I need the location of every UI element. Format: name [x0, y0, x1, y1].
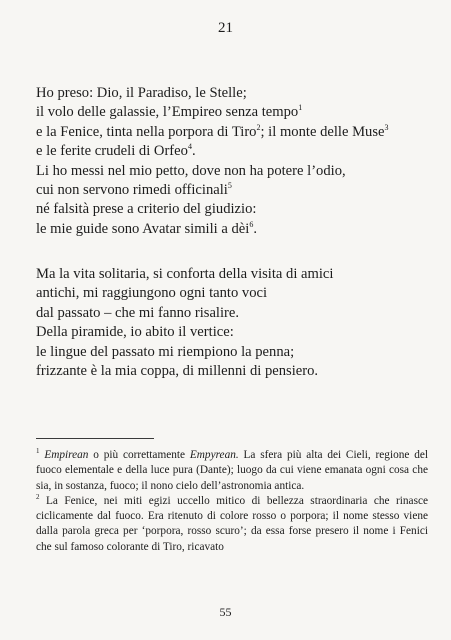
- poem-stanza-1: [36, 84, 436, 239]
- footnote-ref: 6: [249, 219, 254, 229]
- verse-line: e la Fenice, tinta nella porpora di Tiro$^2$; il monte delle Muse$^3$: [36, 122, 389, 140]
- page-number-bottom: 55: [219, 605, 232, 619]
- footnote-1: $^1$ Empirean o più correttamente Empyrean. La sfera più alta dei Cieli, regione del fuoco elementale e della luce pura (Dante); luogo da cui viene emanata ogni cosa che sia, in sostanza, fuoco; il nono cielo dell’astronomia antica.: [36, 447, 429, 492]
- footnote-number: 2: [36, 492, 40, 501]
- footnote-ref: 2: [256, 122, 261, 132]
- footnote-ref: 5: [227, 181, 232, 191]
- verse-line: frizzante è la mia coppa, di millenni di pensiero.: [36, 363, 319, 380]
- verse-line: Li ho messi nel mio petto, dove non ha potere l’odio,: [36, 162, 346, 179]
- verse-line: le lingue del passato mi riempiono la penna;: [36, 343, 295, 360]
- footnote-2: $^2$ La Fenice, nei miti egizi uccello mitico di bellezza straordinaria che rinasce ciclicamente dal fuoco. Era ritenuto di colore rosso o porpora; il nome stesso viene dalla parola greca per ‘porpora, rosso scuro’; da essa forse presero il nome i Fenici che sul famoso colorante di Tiro, ricavato: [36, 492, 428, 553]
- footnote-ref: 3: [384, 122, 389, 132]
- verse-line: cui non servono rimedi officinali$^5$: [36, 181, 232, 199]
- verse-line: Ma la vita solitaria, si conforta della visita di amici: [36, 266, 334, 282]
- page-number-top: 21: [218, 20, 233, 36]
- verse-line: antichi, mi raggiungono ogni tanto voci: [36, 285, 268, 302]
- footnotes: [36, 448, 428, 555]
- verse-line: Ho preso: Dio, il Paradiso, le Stelle;: [36, 85, 247, 101]
- verse-line: Della piramide, io abito il vertice:: [36, 324, 234, 341]
- footnote-ref: 1: [298, 103, 303, 113]
- verse-line: e le ferite crudeli di Orfeo$^4$.: [36, 142, 196, 160]
- footnote-ref: 4: [187, 142, 192, 152]
- footnote-number: 1: [36, 447, 40, 455]
- verse-line: le mie guide sono Avatar simili a dèi$^6$.: [36, 219, 257, 237]
- verse-line: dal passato – che mi fanno risalire.: [36, 304, 240, 321]
- poem-stanza-2: [36, 265, 436, 381]
- verse-line: né falsità prese a criterio del giudizio:: [36, 201, 257, 218]
- verse-line: il volo delle galassie, l’Empireo senza tempo$^1$: [36, 103, 303, 121]
- footnote-divider: [36, 438, 154, 439]
